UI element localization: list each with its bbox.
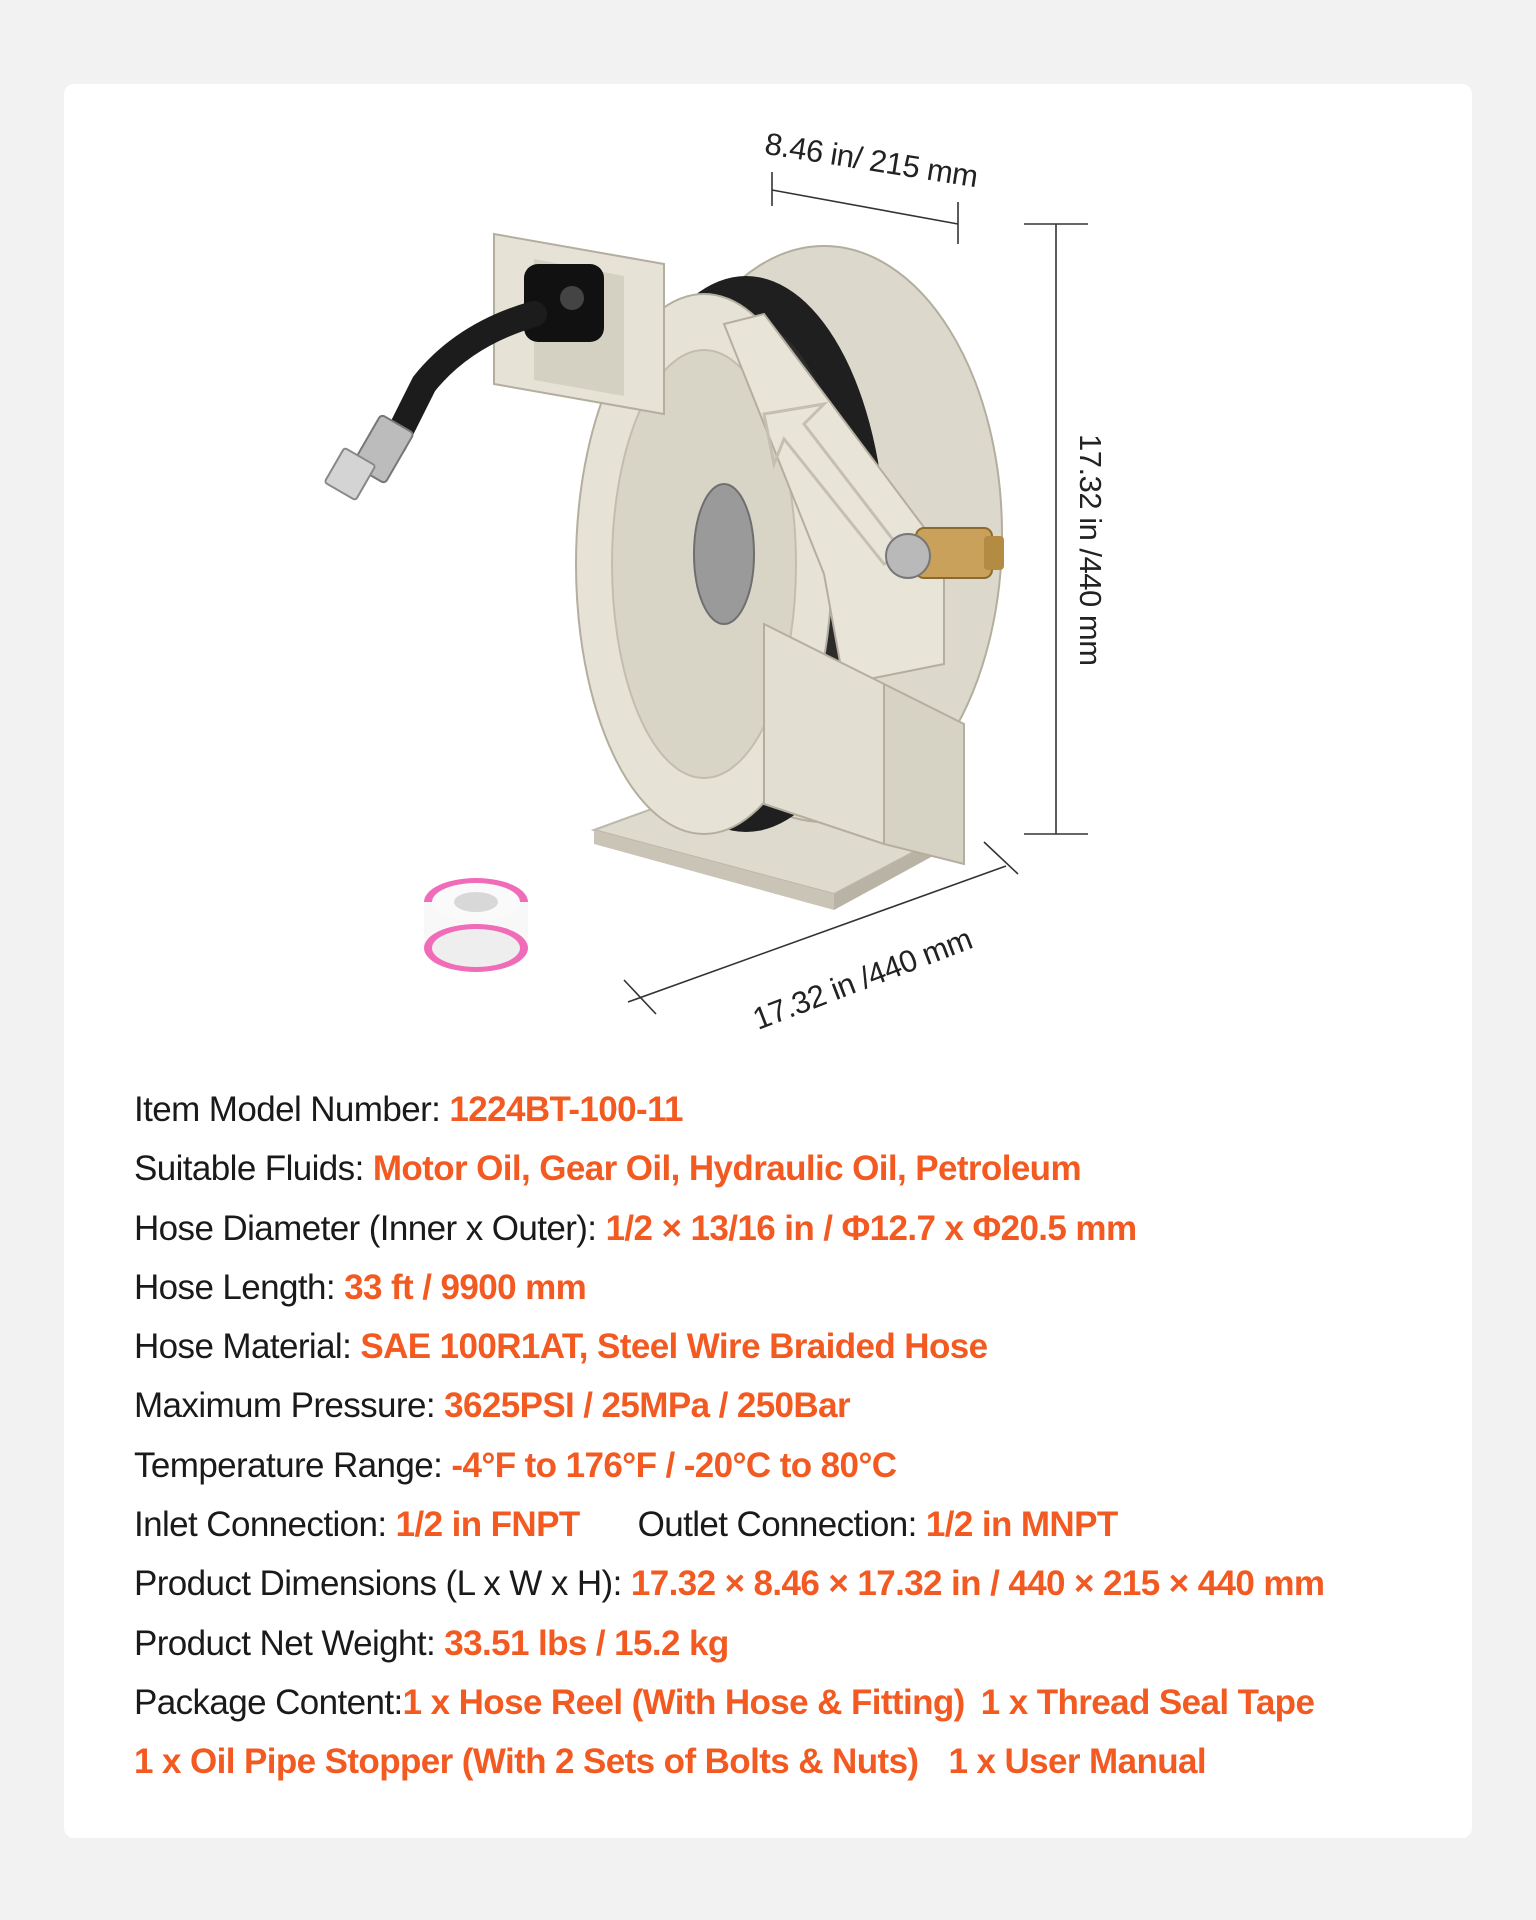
hose-reel-illustration: [64, 84, 1472, 1044]
spec-list: [134, 1080, 1454, 1792]
product-figure: [64, 84, 1472, 1044]
spec-label: Outlet Connection:: [637, 1505, 926, 1545]
spec-fluids: [134, 1139, 1454, 1198]
package-item: 1 x User Manual: [948, 1742, 1206, 1782]
spec-value: 1224BT-100-11: [449, 1090, 683, 1129]
spec-connections: [134, 1495, 1454, 1554]
spec-value: 1/2 in MNPT: [925, 1505, 1118, 1545]
spec-label: Maximum Pressure:: [134, 1386, 445, 1426]
spec-package: [134, 1673, 1454, 1732]
spec-model: [134, 1080, 1454, 1139]
spec-value: 1/2 × 13/16 in / Φ12.7 x Φ20.5 mm: [605, 1208, 1137, 1248]
spec-label: Inlet Connection:: [134, 1505, 396, 1545]
width-dimension-label: 8.46 in/ 215 mm: [762, 126, 981, 195]
spec-label: Item Model Number:: [134, 1090, 450, 1129]
spec-label: Hose Material:: [134, 1327, 361, 1367]
spec-label: Temperature Range:: [134, 1445, 452, 1485]
spec-label: Hose Length:: [134, 1267, 345, 1307]
spec-value: Motor Oil, Gear Oil, Hydraulic Oil, Petroleum: [372, 1149, 1081, 1189]
package-item: 1 x Hose Reel (With Hose & Fitting): [402, 1682, 965, 1722]
spec-package-continued: [134, 1732, 1454, 1791]
spec-dimensions: [134, 1554, 1454, 1613]
spec-label: Product Dimensions (L x W x H):: [134, 1564, 631, 1604]
reel-hub: [694, 484, 754, 624]
spec-value: 3625PSI / 25MPa / 250Bar: [444, 1386, 850, 1426]
spec-value: 33.51 lbs / 15.2 kg: [444, 1623, 729, 1663]
spec-length: [134, 1258, 1454, 1317]
spec-diameter: [134, 1199, 1454, 1258]
spec-value: 33 ft / 9900 mm: [344, 1267, 587, 1307]
spec-pressure: [134, 1376, 1454, 1435]
spec-label: Hose Diameter (Inner x Outer):: [134, 1208, 606, 1248]
spec-value: -4°F to 176°F / -20°C to 80°C: [451, 1445, 897, 1485]
thread-seal-tape: [424, 878, 528, 972]
spec-label: Package Content:: [134, 1682, 403, 1722]
width-dimension-line: [772, 190, 958, 224]
spec-label: Suitable Fluids:: [134, 1149, 373, 1189]
spec-temperature: [134, 1436, 1454, 1495]
spec-value: SAE 100R1AT, Steel Wire Braided Hose: [360, 1327, 988, 1367]
spec-card: [64, 84, 1472, 1838]
height-dimension-label: 17.32 in /440 mm: [1073, 434, 1108, 666]
spec-value: 1/2 in FNPT: [395, 1505, 580, 1545]
length-dimension-label: 17.32 in /440 mm: [748, 921, 977, 1037]
package-item: 1 x Thread Seal Tape: [980, 1682, 1315, 1722]
spec-value: 17.32 × 8.46 × 17.32 in / 440 × 215 × 440 mm: [630, 1564, 1325, 1604]
spec-material: [134, 1317, 1454, 1376]
package-item: 1 x Oil Pipe Stopper (With 2 Sets of Bolts & Nuts): [134, 1742, 919, 1782]
spec-label: Product Net Weight:: [134, 1623, 445, 1663]
spec-weight: [134, 1614, 1454, 1673]
